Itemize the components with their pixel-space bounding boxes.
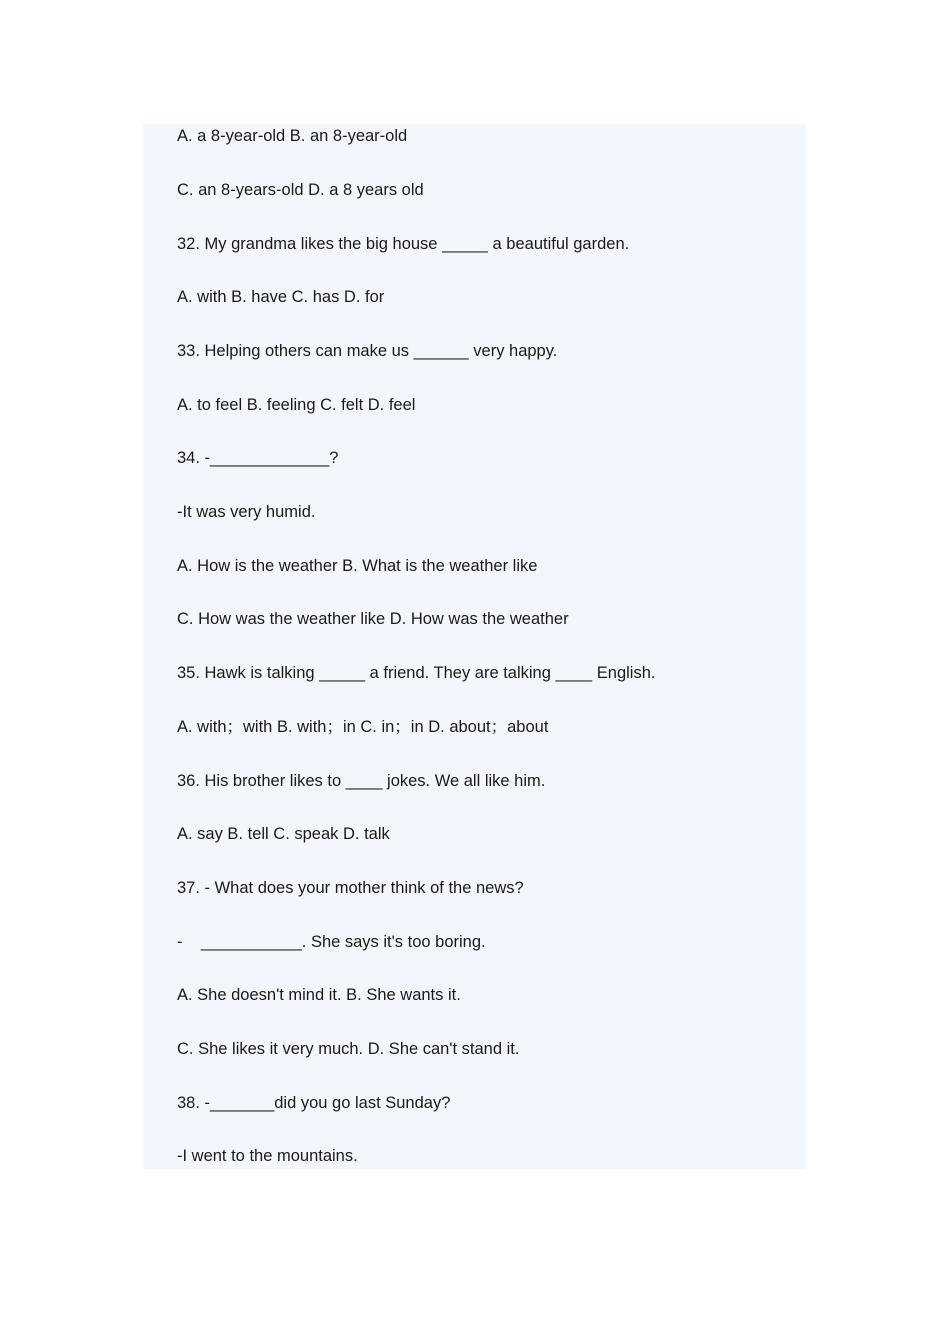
options-33: A. to feel B. feeling C. felt D. feel xyxy=(177,396,416,414)
options-37-ab: A. She doesn't mind it. B. She wants it. xyxy=(177,986,461,1004)
question-33: 33. Helping others can make us ______ very happy. xyxy=(177,342,558,360)
option-line-31-ab: A. a 8-year-old B. an 8-year-old xyxy=(177,127,408,145)
answer-line-34: -It was very humid. xyxy=(177,503,316,521)
question-38: 38. -_______did you go last Sunday? xyxy=(177,1094,451,1112)
options-35: A. with；with B. with；in C. in；in D. about；about xyxy=(177,718,549,736)
question-36: 36. His brother likes to ____ jokes. We all like him. xyxy=(177,772,546,790)
options-37-cd: C. She likes it very much. D. She can't stand it. xyxy=(177,1040,520,1058)
options-32: A. with B. have C. has D. for xyxy=(177,288,385,306)
options-34-cd: C. How was the weather like D. How was the weather xyxy=(177,610,569,628)
answer-line-38: -I went to the mountains. xyxy=(177,1147,358,1165)
options-34-ab: A. How is the weather B. What is the weather like xyxy=(177,557,538,575)
options-36: A. say B. tell C. speak D. talk xyxy=(177,825,390,843)
question-32: 32. My grandma likes the big house _____ a beautiful garden. xyxy=(177,235,630,253)
question-37: 37. - What does your mother think of the news? xyxy=(177,879,524,897)
answer-line-37: - ___________. She says it's too boring. xyxy=(177,933,486,951)
question-34: 34. -_____________? xyxy=(177,449,339,467)
question-35: 35. Hawk is talking _____ a friend. They are talking ____ English. xyxy=(177,664,656,682)
option-line-31-cd: C. an 8-years-old D. a 8 years old xyxy=(177,181,424,199)
document-panel xyxy=(143,124,806,1169)
